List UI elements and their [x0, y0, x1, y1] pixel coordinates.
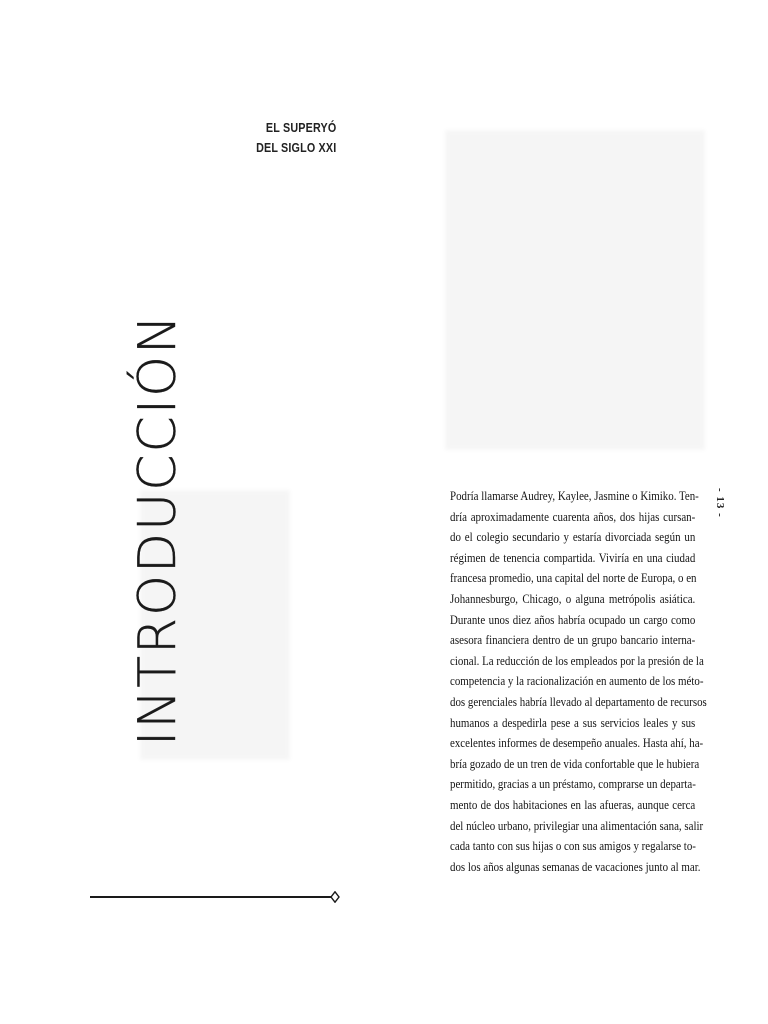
- body-text-line: competencia y la racionalización en aumento de los méto-: [450, 673, 704, 689]
- chapter-subtitle-line-1: EL SUPERYÓ: [265, 121, 336, 135]
- decorative-rule: [90, 896, 332, 898]
- body-text-line: excelentes informes de desempeño anuales. Hasta ahí, ha-: [450, 735, 704, 751]
- bleed-through-block-top: [445, 130, 705, 450]
- body-paragraph: [450, 486, 707, 877]
- body-text-line: cada tanto con sus hijas o con sus amigos y regalarse to-: [450, 838, 696, 854]
- body-text-line: dos los años algunas semanas de vacaciones junto al mar.: [450, 858, 701, 874]
- body-text-line: Johannesburgo, Chicago, o alguna metrópolis asiática.: [450, 590, 696, 606]
- body-text-line: dría aproximadamente cuarenta años, dos hijas cursan-: [450, 508, 696, 524]
- body-text-line: bría gozado de un tren de vida confortable que le hubiera: [450, 755, 700, 771]
- body-text-line: mento de dos habitaciones en las afueras, aunque cerca: [450, 796, 696, 812]
- body-text-line: humanos a despedirla pese a sus servicios leales y sus: [450, 714, 696, 730]
- body-text-line: régimen de tenencia compartida. Viviría en una ciudad: [450, 549, 696, 565]
- chapter-title: INTRODUCCIÓN: [128, 313, 188, 746]
- body-text-line: permitido, gracias a un préstamo, comprarse un departa-: [450, 776, 696, 792]
- body-text-line: del núcleo urbano, privilegiar una alimentación sana, salir: [450, 817, 704, 833]
- body-text-line: asesora financiera dentro de un grupo bancario interna-: [450, 632, 696, 648]
- chapter-subtitle: [256, 118, 336, 158]
- diamond-rule-end-icon: [330, 891, 340, 903]
- body-text-line: cional. La reducción de los empleados por la presión de la: [450, 652, 704, 668]
- body-text-line: Durante unos diez años habría ocupado un cargo como: [450, 611, 696, 627]
- body-text-line: francesa promedio, una capital del norte de Europa, o en: [450, 570, 697, 586]
- body-text-line: Podría llamarse Audrey, Kaylee, Jasmine o Kimiko. Ten-: [450, 488, 699, 503]
- page-number: - 13 -: [714, 488, 726, 518]
- chapter-subtitle-line-2: DEL SIGLO XXI: [255, 141, 336, 155]
- body-text-line: dos gerenciales habría llevado al departamento de recursos: [450, 693, 707, 709]
- body-text-line: do el colegio secundario y estaría divorciada según un: [450, 529, 696, 545]
